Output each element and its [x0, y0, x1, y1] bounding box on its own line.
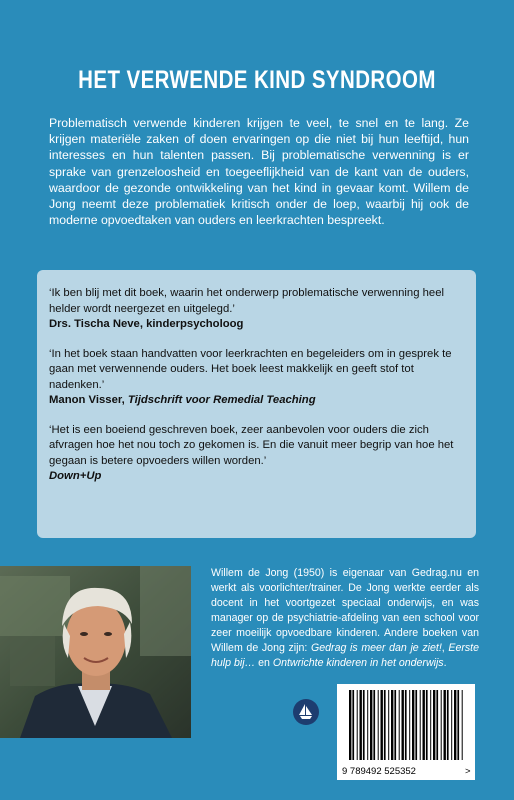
- ship-logo-icon: [292, 698, 320, 726]
- quote-text: ‘In het boek staan handvatten voor leerkrachten en begeleiders om in gesprek te gaan met verwennende ouders. Het boek leest makkelijk en geeft stof tot nadenken.’: [49, 347, 452, 391]
- author-photo: [0, 566, 191, 738]
- barcode-end-mark: >: [465, 766, 471, 777]
- quote-2: [49, 347, 464, 409]
- barcode-digits: 9 789492 525352: [342, 766, 416, 777]
- quotes-box: [37, 270, 476, 538]
- barcode: [337, 684, 475, 780]
- blurb-text: Problematisch verwende kinderen krijgen te veel, te snel en te lang. Ze krijgen materiële zaken of doen ervaringen op die niet bij hun leeftijd, hun interesses en hun talenten passen. Bij problematische verwenning is er sprake van grenzeloosheid en toegeeflijkheid van de kant van de ouders, waardoor de gezonde ontwikkeling van het kind in gevaar komt. Willem de Jong neemt deze problematiek kritisch onder de loep, waarbij hij ook de moderne opvoedtaken van ouders en leerkrachten bespreekt.: [49, 116, 469, 228]
- quote-1: [49, 286, 464, 333]
- author-bio: Willem de Jong (1950) is eigenaar van Gedrag.nu en werkt als voorlichter/trainer. De Jong werkte eerder als docent in het voortgezet speciaal onderwijs, en was manager op de psychiatrie-afdeling van een school voor zeer moeilijk opvoedbare kinderen. Andere boeken van Willem de Jong zijn: Gedrag is meer dan je ziet!, Eerste hulp bij… en Ontwrichte kinderen in het onderwijs.: [211, 567, 480, 669]
- quote-source: Manon Visser, Tijdschrift voor Remedial Teaching: [49, 394, 316, 406]
- quote-3: [49, 423, 464, 485]
- quote-text: ‘Het is een boeiend geschreven boek, zeer aanbevolen voor ouders die zich afvragen hoe het nou toch zo gekomen is. En die vanuit meer begrip van hoe het gegaan is betere opvoeders willen worden.’: [49, 423, 454, 467]
- quote-source: Drs. Tischa Neve, kinderpsycholoog: [49, 318, 244, 330]
- quote-text: ‘Ik ben blij met dit boek, waarin het onderwerp problematische verwenning heel helder wordt neergezet en uitgelegd.’: [49, 287, 444, 315]
- quote-source: Down+Up: [49, 470, 102, 482]
- book-title: HET VERWENDE KIND SYNDROOM: [78, 66, 436, 94]
